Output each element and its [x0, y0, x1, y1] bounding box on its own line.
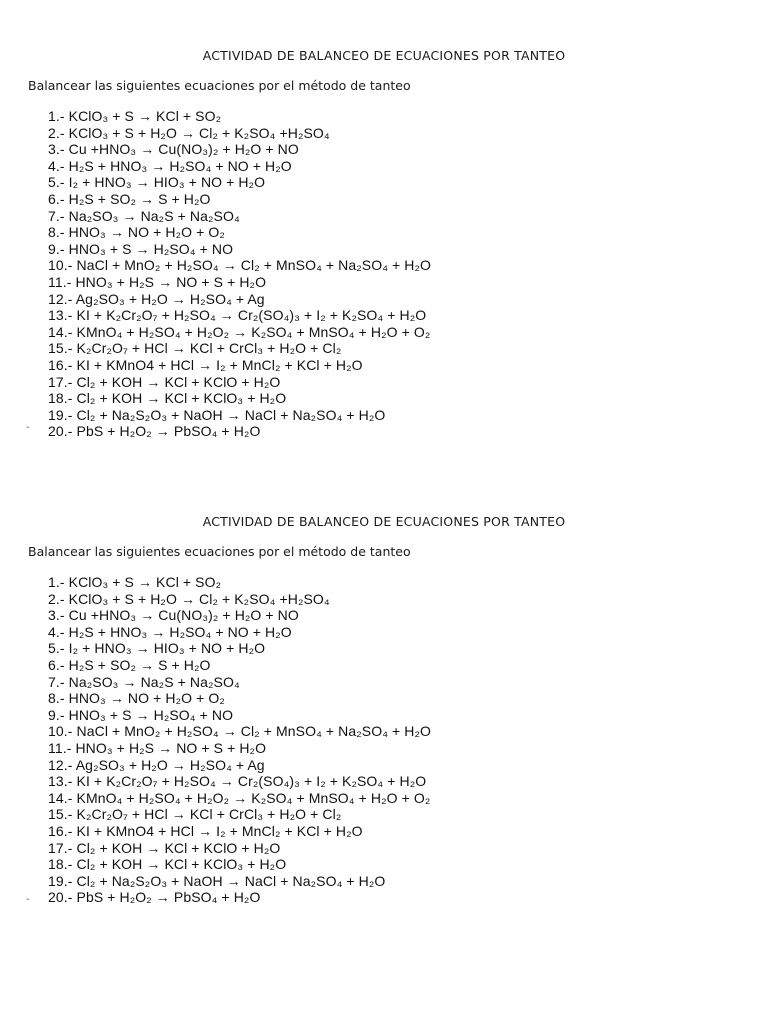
- equation-10: 10.- NaCl + MnO₂ + H₂SO₄ → Cl₂ + MnSO₄ + Na₂SO₄ + H₂O: [48, 257, 431, 274]
- equation-2: 2.- KClO₃ + S + H₂O → Cl₂ + K₂SO₄ +H₂SO₄: [48, 590, 330, 607]
- equation-13: 13.- KI + K₂Cr₂O₇ + H₂SO₄ → Cr₂(SO₄)₃ + I₂ + K₂SO₄ + H₂O: [48, 307, 427, 324]
- equation-12: 12.- Ag₂SO₃ + H₂O → H₂SO₄ + Ag: [48, 756, 265, 773]
- equation-19: 19.- Cl₂ + Na₂S₂O₃ + NaOH → NaCl + Na₂SO₄ + H₂O: [48, 872, 386, 889]
- equation-4: 4.- H₂S + HNO₃ → H₂SO₄ + NO + H₂O: [48, 623, 292, 640]
- equation-16: 16.- KI + KMnO4 + HCl → I₂ + MnCl₂ + KCl + H₂O: [48, 356, 363, 373]
- equation-11: 11.- HNO₃ + H₂S → NO + S + H₂O: [48, 739, 267, 756]
- equation-1: 1.- KClO₃ + S → KCl + SO₂: [48, 108, 222, 124]
- margin-mark: -: [26, 422, 30, 433]
- worksheet-copy-2: [0, 510, 768, 910]
- equation-2: 2.- KClO₃ + S + H₂O → Cl₂ + K₂SO₄ +H₂SO₄: [48, 124, 330, 141]
- equation-14: 14.- KMnO₄ + H₂SO₄ + H₂O₂ → K₂SO₄ + MnSO₄ + H₂O + O₂: [48, 323, 431, 340]
- equation-9: 9.- HNO₃ + S → H₂SO₄ + NO: [48, 240, 234, 257]
- equation-13: 13.- KI + K₂Cr₂O₇ + H₂SO₄ → Cr₂(SO₄)₃ + I₂ + K₂SO₄ + H₂O: [48, 773, 427, 790]
- equation-11: 11.- HNO₃ + H₂S → NO + S + H₂O: [48, 273, 267, 290]
- equation-8: 8.- HNO₃ → NO + H₂O + O₂: [48, 224, 225, 241]
- equation-3: 3.- Cu +HNO₃ → Cu(NO₃)₂ + H₂O + NO: [48, 141, 299, 158]
- equation-5: 5.- I₂ + HNO₃ → HIO₃ + NO + H₂O: [48, 640, 266, 657]
- equation-4: 4.- H₂S + HNO₃ → H₂SO₄ + NO + H₂O: [48, 157, 292, 174]
- equation-16: 16.- KI + KMnO4 + HCl → I₂ + MnCl₂ + KCl + H₂O: [48, 822, 363, 839]
- equation-18: 18.- Cl₂ + KOH → KCl + KClO₃ + H₂O: [48, 390, 287, 407]
- equation-18: 18.- Cl₂ + KOH → KCl + KClO₃ + H₂O: [48, 856, 287, 873]
- equation-15: 15.- K₂Cr₂O₇ + HCl → KCl + CrCl₃ + H₂O + Cl₂: [48, 806, 342, 823]
- equation-14: 14.- KMnO₄ + H₂SO₄ + H₂O₂ → K₂SO₄ + MnSO₄ + H₂O + O₂: [48, 789, 431, 806]
- equation-20: 20.- PbS + H₂O₂ → PbSO₄ + H₂O: [48, 889, 261, 906]
- equation-7: 7.- Na₂SO₃ → Na₂S + Na₂SO₄: [48, 207, 240, 224]
- equation-8: 8.- HNO₃ → NO + H₂O + O₂: [48, 690, 225, 707]
- equation-10: 10.- NaCl + MnO₂ + H₂SO₄ → Cl₂ + MnSO₄ + Na₂SO₄ + H₂O: [48, 723, 431, 740]
- worksheet-instruction: Balancear las siguientes ecuaciones por el método de tanteo: [28, 544, 411, 559]
- worksheet-title: ACTIVIDAD DE BALANCEO DE ECUACIONES POR TANTEO: [202, 514, 566, 529]
- equation-15: 15.- K₂Cr₂O₇ + HCl → KCl + CrCl₃ + H₂O + Cl₂: [48, 340, 342, 357]
- margin-mark: -: [26, 894, 30, 905]
- equation-5: 5.- I₂ + HNO₃ → HIO₃ + NO + H₂O: [48, 174, 266, 191]
- equation-17: 17.- Cl₂ + KOH → KCl + KClO + H₂O: [48, 373, 281, 390]
- equation-3: 3.- Cu +HNO₃ → Cu(NO₃)₂ + H₂O + NO: [48, 607, 299, 624]
- worksheet-title: ACTIVIDAD DE BALANCEO DE ECUACIONES POR TANTEO: [202, 48, 566, 63]
- worksheet-instruction: Balancear las siguientes ecuaciones por el método de tanteo: [28, 78, 411, 93]
- equation-7: 7.- Na₂SO₃ → Na₂S + Na₂SO₄: [48, 673, 240, 690]
- equation-list: [48, 574, 431, 906]
- equation-9: 9.- HNO₃ + S → H₂SO₄ + NO: [48, 706, 234, 723]
- equation-1: 1.- KClO₃ + S → KCl + SO₂: [48, 574, 222, 590]
- equation-20: 20.- PbS + H₂O₂ → PbSO₄ + H₂O: [48, 423, 261, 440]
- equation-19: 19.- Cl₂ + Na₂S₂O₃ + NaOH → NaCl + Na₂SO₄ + H₂O: [48, 406, 386, 423]
- equation-12: 12.- Ag₂SO₃ + H₂O → H₂SO₄ + Ag: [48, 290, 265, 307]
- equation-17: 17.- Cl₂ + KOH → KCl + KClO + H₂O: [48, 839, 281, 856]
- equation-6: 6.- H₂S + SO₂ → S + H₂O: [48, 656, 211, 673]
- equation-list: [48, 108, 431, 440]
- equation-6: 6.- H₂S + SO₂ → S + H₂O: [48, 190, 211, 207]
- worksheet-copy-1: [0, 44, 768, 444]
